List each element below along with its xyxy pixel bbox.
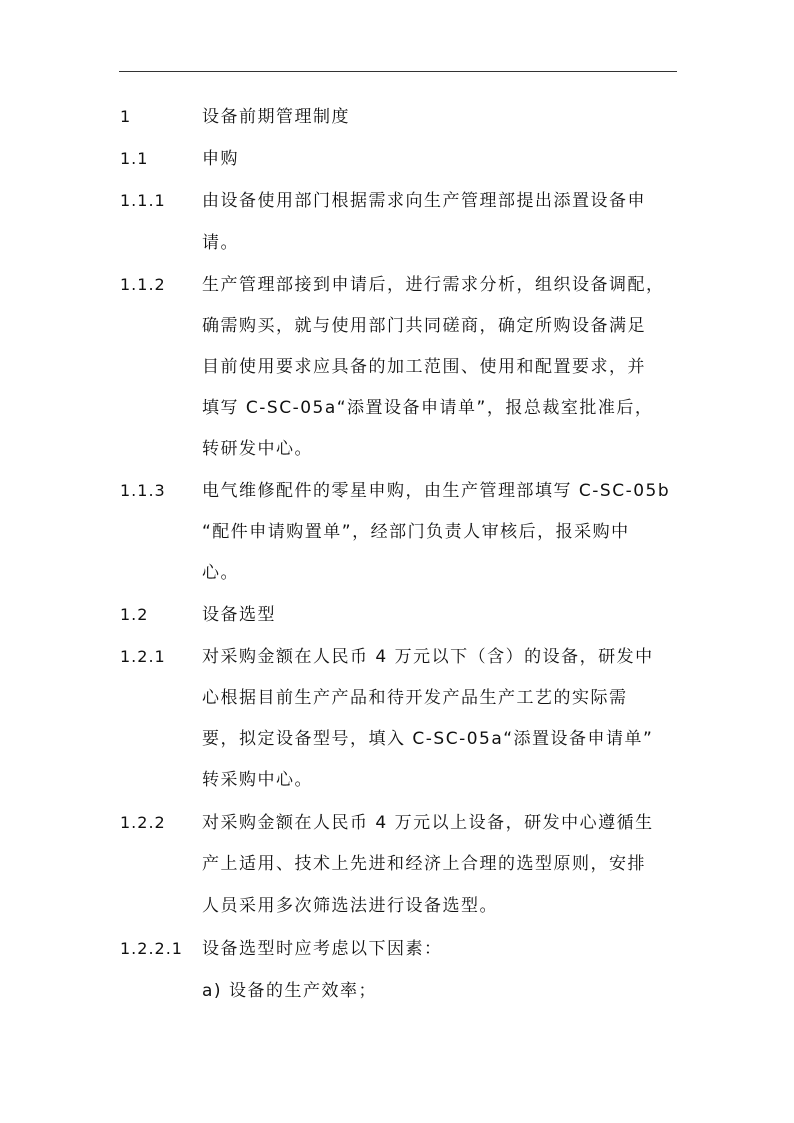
section-text-line: 人员采用多次筛选法进行设备选型。 <box>202 896 498 916</box>
section-text-line: 申购 <box>202 149 239 169</box>
section-text-line: 转采购中心。 <box>202 770 313 790</box>
section-number: 1.1.1 <box>120 191 166 210</box>
section-text-line: 目前使用要求应具备的加工范围、使用和配置要求，并 <box>202 357 646 377</box>
section-number: 1 <box>120 107 132 126</box>
section-number: 1.2.2 <box>120 813 166 832</box>
section-number: 1.1.2 <box>120 275 166 294</box>
section-text-line: 电气维修配件的零星申购，由生产管理部填写 C-SC-05b <box>202 481 671 501</box>
section-text-line: 设备前期管理制度 <box>202 107 350 127</box>
header-rule <box>119 71 677 72</box>
section-number: 1.1 <box>120 149 149 168</box>
section-text-line: 心。 <box>202 563 239 583</box>
section-text-line: 要，拟定设备型号，填入 C-SC-05a“添置设备申请单” <box>202 729 654 749</box>
section-text-line: 由设备使用部门根据需求向生产管理部提出添置设备申 <box>202 191 646 211</box>
section-text-line: 确需购买，就与使用部门共同磋商，确定所购设备满足 <box>202 316 646 336</box>
section-text-line: “配件申请购置单”，经部门负责人审核后，报采购中 <box>202 522 630 542</box>
section-number: 1.1.3 <box>120 481 166 500</box>
section-number: 1.2.1 <box>120 647 166 666</box>
section-text-line: 生产管理部接到申请后，进行需求分析，组织设备调配， <box>202 275 665 295</box>
section-text-line: 产上适用、技术上先进和经济上合理的选型原则，安排 <box>202 854 646 874</box>
section-number: 1.2.2.1 <box>120 939 183 958</box>
section-text-line: 对采购金额在人民币 4 万元以下（含）的设备，研发中 <box>202 647 654 667</box>
section-text-line: 对采购金额在人民币 4 万元以上设备，研发中心遵循生 <box>202 813 654 833</box>
section-text-line: 请。 <box>202 233 239 253</box>
section-text-line: 设备选型 <box>202 605 276 625</box>
section-text-line: 填写 C-SC-05a“添置设备申请单”，报总裁室批准后， <box>202 398 654 418</box>
section-text-line: 设备选型时应考虑以下因素： <box>202 939 443 959</box>
list-item-a: a) 设备的生产效率； <box>202 981 377 1001</box>
section-number: 1.2 <box>120 605 149 624</box>
section-text-line: 转研发中心。 <box>202 439 313 459</box>
section-text-line: 心根据目前生产产品和待开发产品生产工艺的实际需 <box>202 688 628 708</box>
